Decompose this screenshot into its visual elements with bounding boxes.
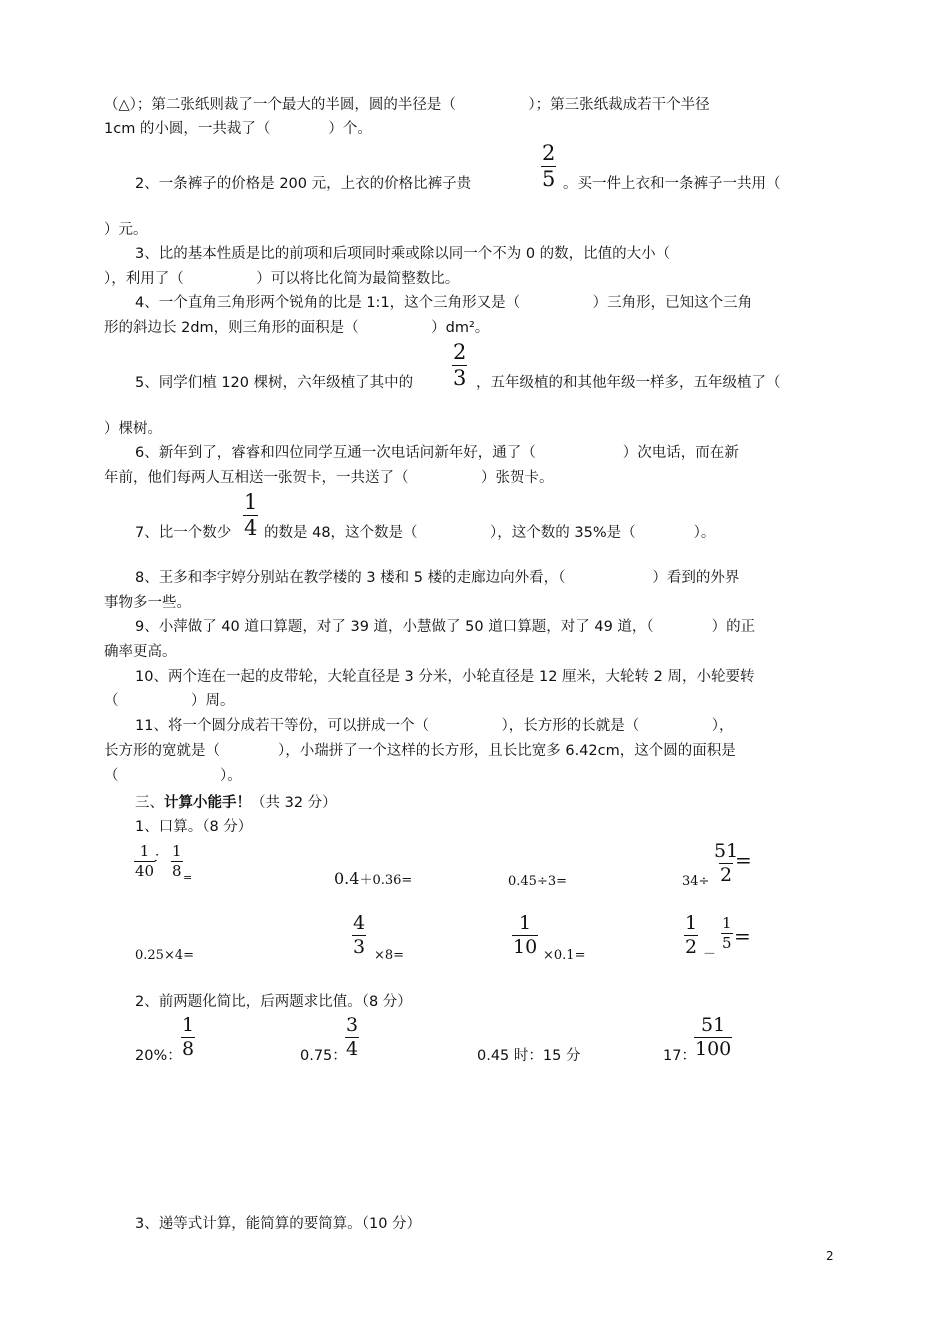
calc2-e2-frac — [345, 1016, 359, 1059]
calc3-heading: 3、递等式计算，能简算的要简算。（10 分） — [135, 1216, 422, 1232]
calc1-e2-rest: ＋0.36= — [359, 873, 413, 888]
calc2-e1-frac — [181, 1016, 195, 1059]
calc2-e1-num: 1 — [182, 1014, 195, 1036]
q7-frac-num: 1 — [244, 490, 258, 514]
calc1-e8-n1: 1 — [685, 912, 698, 934]
calc1-heading: 1、口算。（8 分） — [135, 819, 253, 835]
calc1-e1-n1: 1 — [139, 842, 150, 860]
q11-line2: 长方形的宽就是（ ），小瑞拼了一个这样的长方形，且长比宽多 6.42cm，这个圆的面积是 — [104, 743, 736, 759]
calc1-e8-n2: 1 — [722, 914, 732, 932]
calc2-heading: 2、前两题化简比，后两题求比值。（8 分） — [135, 994, 412, 1010]
calc1-e1-frac2 — [171, 844, 183, 879]
q7-fraction — [243, 492, 258, 539]
calc2-e2-pre: 0.75： — [300, 1048, 347, 1064]
section3-prefix: 三、 — [135, 795, 164, 811]
q5-frac-den: 3 — [453, 366, 467, 390]
q10-line1: 10、两个连在一起的皮带轮，大轮直径是 3 分米，小轮直径是 12 厘米，大轮转 2 周，小轮要转 — [135, 669, 755, 685]
q5-frac-num: 2 — [453, 340, 467, 364]
calc1-e6-frac — [352, 914, 366, 957]
calc2-e4-pre: 17： — [663, 1048, 696, 1064]
calc2-e1-pre: 20%： — [135, 1048, 182, 1064]
calc1-e2-a: 0.4 — [334, 869, 360, 888]
q8-line2: 事物多一些。 — [104, 595, 191, 611]
calc1-e5: 0.25×4= — [135, 948, 195, 963]
calc1-e8-frac2 — [721, 916, 733, 951]
calc1-e2 — [334, 869, 412, 891]
calc1-e1-tail: = — [183, 871, 193, 884]
calc1-e6-den: 3 — [353, 936, 366, 958]
calc1-e7-frac — [512, 914, 538, 957]
calc1-e4-num: 51 — [714, 840, 739, 862]
q2-line2: ）元。 — [104, 222, 148, 238]
q4-line2: 形的斜边长 2dm，则三角形的面积是（ ）dm²。 — [104, 320, 490, 336]
q7-text: 7、比一个数少 — [135, 525, 232, 541]
calc2-e4-frac — [694, 1016, 732, 1059]
q5-line2: ）棵树。 — [104, 421, 162, 437]
calc1-e1-d2: 8 — [172, 862, 182, 880]
q7-tail: 的数是 48，这个数是（ ），这个数的 35%是（ ）。 — [264, 525, 716, 541]
calc2-e3: 0.45 时：15 分 — [477, 1048, 581, 1064]
calc1-e1-op: ： — [152, 850, 167, 866]
calc2-e4-den: 100 — [695, 1038, 732, 1060]
calc1-e4-den: 2 — [720, 864, 733, 886]
calc1-e1-d1: 40 — [135, 862, 155, 880]
calc1-e3: 0.45÷3= — [508, 874, 568, 889]
calc1-e6-tail: ×8= — [374, 948, 405, 963]
section3-title: 计算小能手！ — [164, 795, 251, 811]
calc1-e7-den: 10 — [513, 936, 538, 958]
q3-line2: ），利用了（ ）可以将比化简为最简整数比。 — [104, 271, 460, 287]
q1-line1: （△）；第二张纸则裁了一个最大的半圆，圆的半径是（ ）；第三张纸裁成若干个半径 — [104, 97, 710, 113]
q5-tail: ，五年级植的和其他年级一样多，五年级植了（ — [476, 375, 781, 391]
section3-heading — [135, 793, 337, 813]
q2-frac-num: 2 — [542, 141, 556, 165]
q10-line2: （ ）周。 — [104, 693, 235, 709]
calc1-e7-tail: ×0.1= — [543, 948, 586, 963]
calc1-e7-num: 1 — [519, 912, 532, 934]
q2-tail: 。买一件上衣和一条裤子一共用（ — [563, 176, 781, 192]
calc1-e8-d2: 5 — [722, 934, 732, 952]
q8-line1: 8、王多和李宇婷分别站在教学楼的 3 楼和 5 楼的走廊边向外看，（ ）看到的外界 — [135, 570, 740, 586]
q7-frac-den: 4 — [244, 516, 258, 540]
q9-line2: 确率更高。 — [104, 644, 177, 660]
calc2-e1-den: 8 — [182, 1038, 195, 1060]
calc1-e8-op: － — [703, 947, 717, 962]
q4-line1: 4、一个直角三角形两个锐角的比是 1:1，这个三角形又是（ ）三角形，已知这个三角 — [135, 295, 753, 311]
calc1-e8-d1: 2 — [685, 936, 698, 958]
calc2-e4-num: 51 — [701, 1014, 726, 1036]
q11-line1: 11、将一个圆分成若干等份，可以拼成一个（ ），长方形的长就是（ ）， — [135, 718, 734, 734]
calc1-e4-pre: 34÷ — [682, 874, 710, 889]
calc1-e1-n2: 1 — [172, 842, 182, 860]
q3-line1: 3、比的基本性质是比的前项和后项同时乘或除以同一个不为 0 的数，比值的大小（ — [135, 246, 671, 262]
calc1-e4-tail: = — [735, 848, 752, 872]
q6-line2: 年前，他们每两人互相送一张贺卡，一共送了（ ）张贺卡。 — [104, 470, 554, 486]
page-number: 2 — [826, 1249, 834, 1263]
q5-text: 5、同学们植 120 棵树，六年级植了其中的 — [135, 375, 414, 391]
calc1-e8-tail: = — [734, 924, 751, 948]
calc2-e2-num: 3 — [346, 1014, 359, 1036]
q2-fraction — [541, 143, 556, 190]
q5-fraction — [452, 342, 467, 389]
q2-frac-den: 5 — [542, 167, 556, 191]
q6-line1: 6、新年到了，睿睿和四位同学互通一次电话问新年好，通了（ ）次电话，而在新 — [135, 445, 739, 461]
section3-score: （共 32 分） — [251, 795, 337, 811]
q9-line1: 9、小萍做了 40 道口算题，对了 39 道，小慧做了 50 道口算题，对了 49 道，（ ）的正 — [135, 619, 756, 635]
q2-text: 2、一条裤子的价格是 200 元，上衣的价格比裤子贵 — [135, 176, 472, 192]
calc1-e8-frac1 — [684, 914, 698, 957]
calc2-e2-den: 4 — [346, 1038, 359, 1060]
calc1-e6-num: 4 — [353, 912, 366, 934]
q11-line3: （ ）。 — [104, 768, 242, 784]
q1-line2: 1cm 的小圆，一共裁了（ ）个。 — [104, 121, 372, 137]
